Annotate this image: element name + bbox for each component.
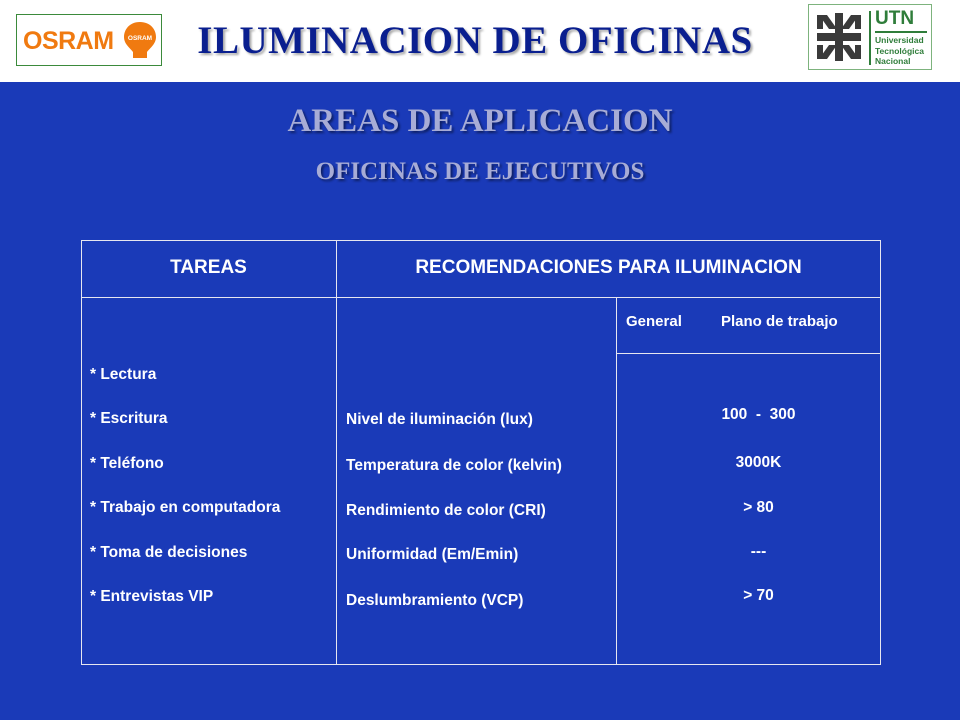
table-divider <box>336 240 337 665</box>
section-title: AREAS DE APLICACION <box>287 103 673 139</box>
value-item: 100 - 300 <box>721 406 796 423</box>
parameter-item: Deslumbramiento (VCP) <box>346 592 524 609</box>
parameter-item: Uniformidad (Em/Emin) <box>346 546 519 563</box>
header-bar <box>0 0 960 82</box>
osram-bulb-icon <box>121 20 159 60</box>
table-divider <box>616 353 881 354</box>
task-item: * Toma de decisiones <box>90 544 248 561</box>
parameter-item: Nivel de iluminación (lux) <box>346 411 533 428</box>
value-item: > 80 <box>743 499 774 516</box>
task-item: * Teléfono <box>90 455 164 472</box>
value-item: --- <box>750 543 767 560</box>
utn-name-line: Tecnológica <box>875 45 924 56</box>
task-item: * Escritura <box>90 410 168 427</box>
utn-name <box>875 35 931 67</box>
osram-bulb-text: OSRAM <box>127 35 153 42</box>
table-divider <box>81 297 881 298</box>
osram-logo-text: OSRAM <box>23 27 114 55</box>
osram-logo <box>16 14 162 66</box>
task-item: * Lectura <box>90 366 157 383</box>
utn-underline <box>875 31 927 33</box>
utn-divider <box>869 11 871 65</box>
column-header-recommendations: RECOMENDACIONES PARA ILUMINACION <box>415 257 802 278</box>
column-header-tasks: TAREAS <box>170 257 247 278</box>
parameter-item: Rendimiento de color (CRI) <box>346 502 546 519</box>
value-item: > 70 <box>743 587 774 604</box>
parameter-item: Temperatura de color (kelvin) <box>346 457 562 474</box>
value-item: 3000K <box>735 454 782 471</box>
utn-emblem-icon <box>813 9 865 65</box>
utn-logo <box>808 4 932 70</box>
utn-abbr: UTN <box>875 8 915 29</box>
utn-name-line: Universidad <box>875 35 924 45</box>
sub-header-work-plane: Plano de trabajo <box>721 313 838 330</box>
page-title: ILUMINACION DE OFICINAS <box>197 19 753 62</box>
task-item: * Trabajo en computadora <box>90 499 281 516</box>
task-item: * Entrevistas VIP <box>90 588 214 605</box>
section-subtitle: OFICINAS DE EJECUTIVOS <box>315 158 645 185</box>
sub-header-general: General <box>626 313 682 330</box>
utn-name-line: Nacional <box>875 56 911 66</box>
